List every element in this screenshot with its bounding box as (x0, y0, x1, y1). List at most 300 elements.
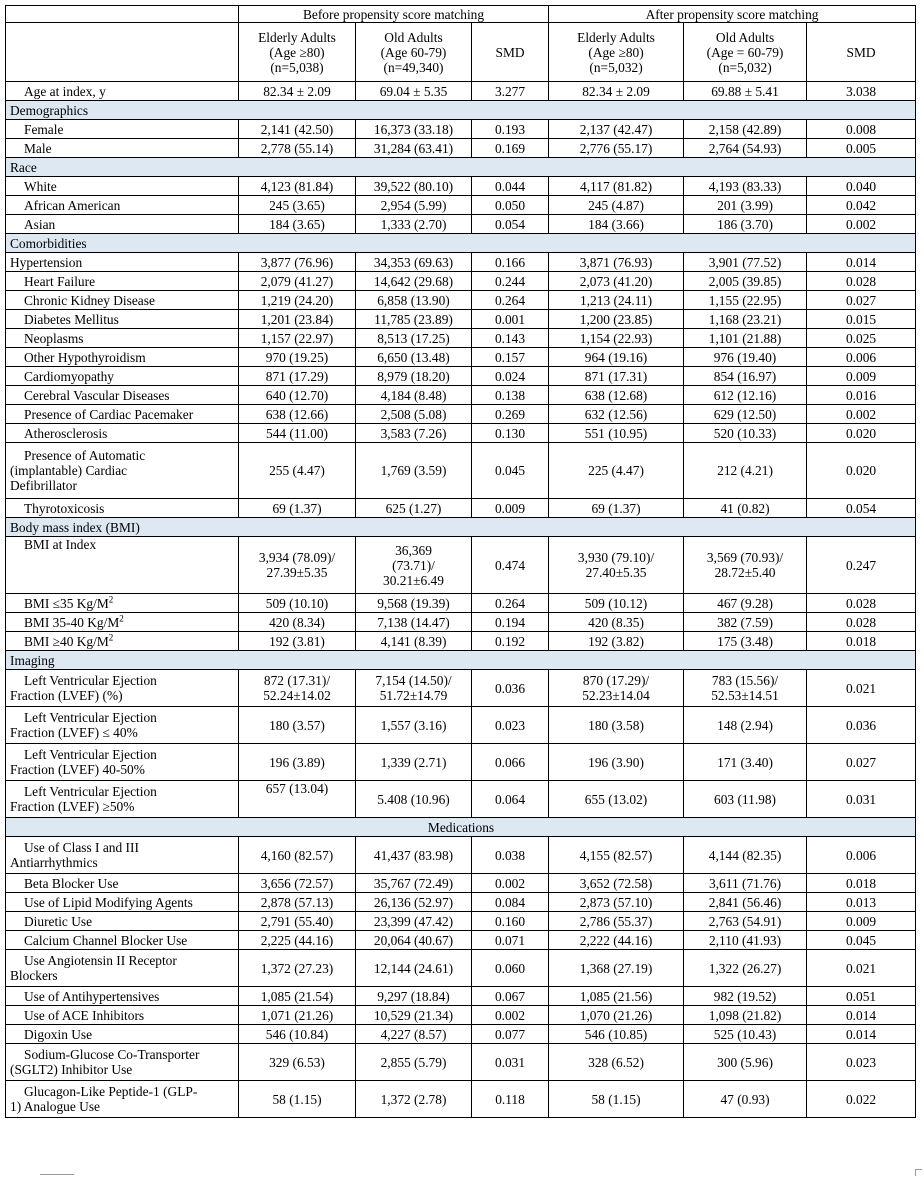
data-cell (807, 443, 916, 499)
data-cell-line: 0.166 (494, 254, 526, 270)
data-cell-line: 625 (1.27) (385, 500, 442, 516)
table-row (6, 348, 916, 367)
data-cell-line: 196 (3.89) (269, 754, 325, 770)
data-cell-line: 1,154 (22.93) (579, 330, 653, 346)
data-cell-line: 0.023 (494, 717, 526, 733)
data-cell-line: 7,154 (14.50)/ (375, 673, 452, 688)
row-label (6, 253, 239, 272)
data-cell-line: 0.169 (494, 140, 526, 156)
data-cell (807, 272, 916, 291)
row-label-text: Beta Blocker Use (24, 875, 119, 891)
row-label (6, 272, 239, 291)
table-row (6, 613, 916, 632)
data-cell (549, 1044, 684, 1081)
data-cell (684, 310, 807, 329)
table-row (6, 950, 916, 987)
data-cell-line: 0.192 (494, 633, 526, 649)
data-cell (807, 594, 916, 613)
table-row (6, 386, 916, 405)
data-cell-line: 546 (10.84) (265, 1026, 329, 1042)
data-cell (356, 291, 472, 310)
data-cell (684, 781, 807, 818)
column-header-line: SMD (495, 44, 525, 60)
section-heading: Comorbidities (6, 234, 916, 253)
data-cell-line: 638 (12.68) (584, 387, 648, 403)
data-cell-line: (73.71)/ (392, 557, 435, 573)
data-cell-line: 1,213 (24.11) (580, 292, 653, 308)
table-row (6, 310, 916, 329)
data-cell (356, 1006, 472, 1025)
header-before-matching: Before propensity score matching (239, 6, 549, 23)
data-cell (684, 912, 807, 931)
data-cell (684, 177, 807, 196)
row-label-line: Left Ventricular Ejection (24, 784, 157, 799)
data-cell-line: 520 (10.33) (713, 425, 777, 441)
data-cell-line: 0.193 (494, 121, 526, 137)
data-cell-line: 1,201 (23.84) (260, 311, 334, 327)
section-heading: Medications (6, 818, 916, 837)
data-cell (807, 405, 916, 424)
row-label-text: Diabetes Mellitus (24, 311, 119, 327)
section-row (6, 234, 916, 253)
data-cell-line: 1,219 (24.20) (260, 292, 334, 308)
data-cell-line: 2,878 (57.13) (260, 894, 334, 910)
data-cell (684, 215, 807, 234)
data-cell (807, 177, 916, 196)
table-row (6, 893, 916, 912)
data-cell-line: 0.022 (845, 1091, 877, 1107)
data-cell-line: 0.018 (845, 633, 877, 649)
data-cell (472, 893, 549, 912)
data-cell (684, 744, 807, 781)
data-cell-line: 2,954 (5.99) (380, 197, 447, 213)
data-cell (807, 310, 916, 329)
data-cell-line: 27.40±5.35 (585, 565, 647, 580)
row-label-text: Male (24, 140, 52, 156)
row-label (6, 443, 239, 499)
row-label-line: Fraction (LVEF) ≥50% (10, 799, 135, 814)
data-cell-line: 0.021 (845, 680, 877, 696)
data-cell-line: 2,110 (41.93) (709, 932, 782, 948)
data-cell-line: 603 (11.98) (714, 791, 777, 807)
data-cell-line: 3,656 (72.57) (260, 875, 334, 891)
data-cell-line: 854 (16.97) (713, 368, 777, 384)
data-cell (549, 291, 684, 310)
data-cell-line: 0.143 (494, 330, 526, 346)
row-label (6, 987, 239, 1006)
data-cell (549, 1025, 684, 1044)
data-cell (684, 386, 807, 405)
data-cell-line: 0.264 (494, 292, 526, 308)
data-cell-line: 5.408 (10.96) (377, 791, 450, 807)
data-cell (356, 120, 472, 139)
data-cell-line: 0.130 (494, 425, 526, 441)
data-cell (472, 499, 549, 518)
data-cell-line: 0.264 (494, 595, 526, 611)
data-cell (472, 670, 549, 707)
data-cell-line: 184 (3.66) (588, 216, 644, 232)
column-header-line: (Age ≥80) (588, 44, 644, 60)
data-cell-line: 544 (11.00) (266, 425, 328, 441)
data-cell (472, 1044, 549, 1081)
data-cell (807, 139, 916, 158)
data-cell (684, 837, 807, 874)
data-cell-line: 39,522 (80.10) (373, 178, 454, 194)
row-label (6, 537, 239, 594)
row-label-line: Use Angiotensin II Receptor (24, 953, 177, 968)
data-cell-line: 4,227 (8.57) (380, 1026, 447, 1042)
data-cell (239, 348, 356, 367)
row-label (6, 670, 239, 707)
data-cell (684, 931, 807, 950)
data-cell-line: 4,184 (8.48) (380, 387, 447, 403)
data-cell-line: 0.045 (494, 463, 526, 478)
data-cell (807, 837, 916, 874)
row-label (6, 1025, 239, 1044)
section-row (6, 818, 916, 837)
data-cell (549, 443, 684, 499)
column-header-line: Old Adults (715, 29, 775, 45)
table-row (6, 82, 916, 101)
data-cell-line: 52.24±14.02 (263, 688, 331, 703)
row-label (6, 177, 239, 196)
data-cell-line: 0.138 (494, 387, 526, 403)
data-cell-line: 52.23±14.04 (582, 688, 650, 703)
data-cell (239, 499, 356, 518)
data-cell-line: 3,871 (76.93) (579, 254, 653, 270)
data-cell (356, 499, 472, 518)
data-cell (807, 632, 916, 651)
data-cell (472, 707, 549, 744)
data-cell-line: 34,353 (69.63) (373, 254, 454, 270)
column-header-line: (n=5,032) (718, 59, 772, 75)
data-cell-line: 51.72±14.79 (379, 688, 448, 703)
data-cell-line: 467 (9.28) (717, 595, 773, 611)
data-cell (549, 950, 684, 987)
data-cell-line: 2,073 (41.20) (579, 273, 653, 289)
data-cell-line: 69 (1.37) (591, 500, 641, 516)
table-row (6, 537, 916, 594)
header-blank-cell (6, 6, 239, 23)
data-cell-line: 0.031 (845, 791, 877, 807)
table-row (6, 931, 916, 950)
data-cell (807, 120, 916, 139)
data-cell-line: 0.067 (494, 988, 526, 1004)
header-after-matching: After propensity score matching (549, 6, 916, 23)
data-cell-line: 16,373 (33.18) (373, 121, 454, 137)
data-cell-line: 1,157 (22.97) (260, 330, 334, 346)
data-cell (684, 670, 807, 707)
data-cell-line: 0.050 (494, 197, 526, 213)
data-cell (684, 367, 807, 386)
data-cell (239, 82, 356, 101)
row-label-text: Calcium Channel Blocker Use (24, 932, 188, 948)
data-cell (684, 874, 807, 893)
table-row (6, 987, 916, 1006)
data-cell-line: 2,222 (44.16) (579, 932, 653, 948)
row-label (6, 405, 239, 424)
data-cell-line: 192 (3.81) (269, 633, 325, 649)
data-cell-line: 27.39±5.35 (266, 565, 328, 580)
data-cell-line: 180 (3.58) (588, 717, 644, 733)
data-cell (472, 950, 549, 987)
data-cell-line: 783 (15.56)/ (711, 673, 779, 688)
data-cell (807, 987, 916, 1006)
data-cell (684, 893, 807, 912)
row-label-text: Neoplasms (24, 330, 84, 346)
row-label-line: Glucagon-Like Peptide-1 (GLP- (24, 1084, 198, 1099)
data-cell (549, 310, 684, 329)
data-cell-line: 4,193 (83.33) (708, 178, 782, 194)
header-label-cell (6, 23, 239, 82)
data-cell-line: 3,901 (77.52) (708, 254, 782, 270)
data-cell (472, 329, 549, 348)
row-label (6, 386, 239, 405)
data-cell-line: 1,070 (21.26) (579, 1007, 653, 1023)
data-cell (472, 837, 549, 874)
data-cell-line: 2,873 (57.10) (579, 894, 653, 910)
data-cell (807, 291, 916, 310)
data-cell-line: 0.054 (494, 216, 526, 232)
data-cell-line: 0.018 (845, 875, 877, 891)
column-header-line: (Age 60-79) (380, 44, 447, 60)
data-cell (472, 594, 549, 613)
data-cell (684, 443, 807, 499)
row-label (6, 329, 239, 348)
data-cell (807, 367, 916, 386)
data-cell (549, 424, 684, 443)
data-cell-line: 612 (12.16) (713, 387, 777, 403)
row-label-text: Digoxin Use (24, 1026, 93, 1042)
data-cell (549, 594, 684, 613)
data-cell-line: 0.054 (845, 500, 877, 516)
data-cell-line: 11,785 (23.89) (374, 311, 453, 327)
data-cell-line: 0.028 (845, 595, 877, 611)
data-cell-line: 0.066 (494, 754, 526, 770)
data-cell-line: 0.009 (845, 913, 877, 929)
data-cell (549, 781, 684, 818)
data-cell (239, 1044, 356, 1081)
data-cell-line: 632 (12.56) (584, 406, 648, 422)
data-cell (472, 443, 549, 499)
data-cell (356, 348, 472, 367)
data-cell (356, 367, 472, 386)
table-row (6, 707, 916, 744)
data-cell (549, 537, 684, 594)
data-cell (807, 1006, 916, 1025)
data-cell-line: 420 (8.34) (269, 614, 325, 630)
table-row (6, 215, 916, 234)
row-label (6, 348, 239, 367)
data-cell-line: 8,979 (18.20) (377, 368, 450, 384)
data-cell-line: 0.160 (494, 913, 526, 929)
data-cell (239, 893, 356, 912)
data-cell (807, 670, 916, 707)
section-row (6, 158, 916, 177)
data-cell-line: 2,791 (55.40) (260, 913, 334, 929)
data-cell (549, 139, 684, 158)
data-cell-line: 28.72±5.40 (714, 565, 776, 580)
data-cell-line: 245 (4.87) (588, 197, 644, 213)
table-row (6, 443, 916, 499)
row-label-line: Antiarrhythmics (10, 855, 98, 870)
data-cell (807, 499, 916, 518)
data-cell (472, 931, 549, 950)
row-label-line: (SGLT2) Inhibitor Use (10, 1062, 133, 1077)
column-header (684, 23, 807, 82)
row-label (6, 893, 239, 912)
data-cell-line: 0.001 (494, 311, 526, 327)
data-cell-line: 2,786 (55.37) (579, 913, 653, 929)
data-cell (684, 707, 807, 744)
data-cell-line: 629 (12.50) (713, 406, 777, 422)
data-cell-line: 1,200 (23.85) (579, 311, 653, 327)
data-cell-line: 9,297 (18.84) (377, 988, 450, 1004)
column-header (807, 23, 916, 82)
data-cell (472, 196, 549, 215)
data-cell (684, 329, 807, 348)
data-cell-line: 0.014 (845, 1026, 877, 1042)
data-cell-line: 0.020 (845, 463, 877, 478)
data-cell (472, 253, 549, 272)
data-cell (807, 1081, 916, 1118)
data-cell (684, 594, 807, 613)
data-cell (684, 272, 807, 291)
section-heading: Demographics (6, 101, 916, 120)
data-cell-line: 175 (3.48) (717, 633, 773, 649)
table-row (6, 253, 916, 272)
table-row (6, 874, 916, 893)
column-header (356, 23, 472, 82)
data-cell (239, 272, 356, 291)
data-cell (239, 367, 356, 386)
data-cell-line: 0.028 (845, 614, 877, 630)
data-cell (549, 912, 684, 931)
data-cell (239, 613, 356, 632)
data-cell-line: 2,225 (44.16) (260, 932, 334, 948)
data-cell (356, 707, 472, 744)
data-cell-line: 970 (19.25) (265, 349, 329, 365)
data-cell (239, 177, 356, 196)
row-label (6, 1081, 239, 1118)
data-cell (684, 120, 807, 139)
data-cell-line: 36,369 (395, 542, 432, 558)
data-cell (356, 405, 472, 424)
data-cell (356, 386, 472, 405)
table-row (6, 405, 916, 424)
data-cell-line: 0.027 (845, 292, 877, 308)
data-cell-line: 551 (10.95) (584, 425, 648, 441)
data-cell (549, 196, 684, 215)
data-cell-line: 35,767 (72.49) (373, 875, 454, 891)
row-label-line: Left Ventricular Ejection (24, 747, 157, 762)
data-cell-line: 0.002 (845, 216, 877, 232)
table-row (6, 781, 916, 818)
data-cell (356, 781, 472, 818)
data-cell (807, 912, 916, 931)
data-cell-line: 0.045 (845, 932, 877, 948)
data-cell-line: 871 (17.31) (584, 368, 648, 384)
column-header-line: SMD (846, 44, 876, 60)
data-cell (549, 632, 684, 651)
row-label (6, 837, 239, 874)
data-cell-line: 0.247 (845, 557, 877, 573)
row-label (6, 82, 239, 101)
page-corner-mark (915, 1169, 922, 1176)
data-cell-line: 69.04 ± 5.35 (379, 83, 448, 99)
table-row (6, 499, 916, 518)
data-cell-line: 328 (6.52) (588, 1054, 644, 1070)
row-label-text: BMI 35-40 Kg/M (24, 614, 120, 630)
data-cell (356, 950, 472, 987)
table-row (6, 272, 916, 291)
row-label-text: Asian (24, 216, 56, 232)
data-cell-line: 3.277 (494, 83, 526, 99)
data-cell (807, 215, 916, 234)
data-cell-line: 300 (5.96) (717, 1054, 773, 1070)
data-cell-line: 180 (3.57) (269, 717, 325, 733)
data-cell-line: 3.038 (845, 83, 877, 99)
data-cell-line: 0.002 (494, 1007, 526, 1023)
data-cell-line: 872 (17.31)/ (263, 673, 331, 688)
data-cell (356, 912, 472, 931)
header-columns-row (6, 23, 916, 82)
data-cell (549, 367, 684, 386)
data-cell-line: 1,085 (21.54) (260, 988, 334, 1004)
data-cell (684, 1025, 807, 1044)
data-cell-line: 0.014 (845, 1007, 877, 1023)
data-cell-line: 201 (3.99) (717, 197, 773, 213)
data-cell (472, 291, 549, 310)
row-label-text: Presence of Cardiac Pacemaker (24, 406, 194, 422)
data-cell-line: 245 (3.65) (269, 197, 325, 213)
data-cell-line: 0.002 (494, 875, 526, 891)
data-cell (807, 707, 916, 744)
data-cell-line: 1,322 (26.27) (708, 960, 782, 976)
data-cell (684, 196, 807, 215)
data-cell (807, 1025, 916, 1044)
data-cell (807, 950, 916, 987)
data-cell (472, 1006, 549, 1025)
data-cell-line: 0.194 (494, 614, 526, 630)
data-cell (807, 893, 916, 912)
row-label-text: Thyrotoxicosis (24, 500, 105, 516)
data-cell-line: 329 (6.53) (269, 1054, 325, 1070)
data-cell-line: 1,098 (21.82) (708, 1007, 782, 1023)
data-cell-line: 1,168 (23.21) (708, 311, 782, 327)
data-cell (472, 537, 549, 594)
data-cell-line: 6,650 (13.48) (377, 349, 450, 365)
data-cell (356, 310, 472, 329)
data-cell-line: 546 (10.85) (584, 1026, 648, 1042)
data-cell-line: 1,155 (22.95) (708, 292, 782, 308)
data-cell-line: 509 (10.10) (265, 595, 329, 611)
data-cell-line: 20,064 (40.67) (373, 932, 454, 948)
column-header-line: (n=49,340) (383, 59, 444, 75)
data-cell-line: 0.060 (494, 960, 526, 976)
row-label-text: Chronic Kidney Disease (24, 292, 155, 308)
data-cell (807, 196, 916, 215)
row-label (6, 1006, 239, 1025)
data-cell (807, 931, 916, 950)
data-cell-line: 58 (1.15) (591, 1091, 641, 1107)
data-cell-line: 52.53±14.51 (711, 688, 779, 703)
row-label (6, 781, 239, 818)
data-cell (684, 987, 807, 1006)
data-cell (684, 632, 807, 651)
data-cell (356, 329, 472, 348)
data-cell-line: 0.009 (845, 368, 877, 384)
